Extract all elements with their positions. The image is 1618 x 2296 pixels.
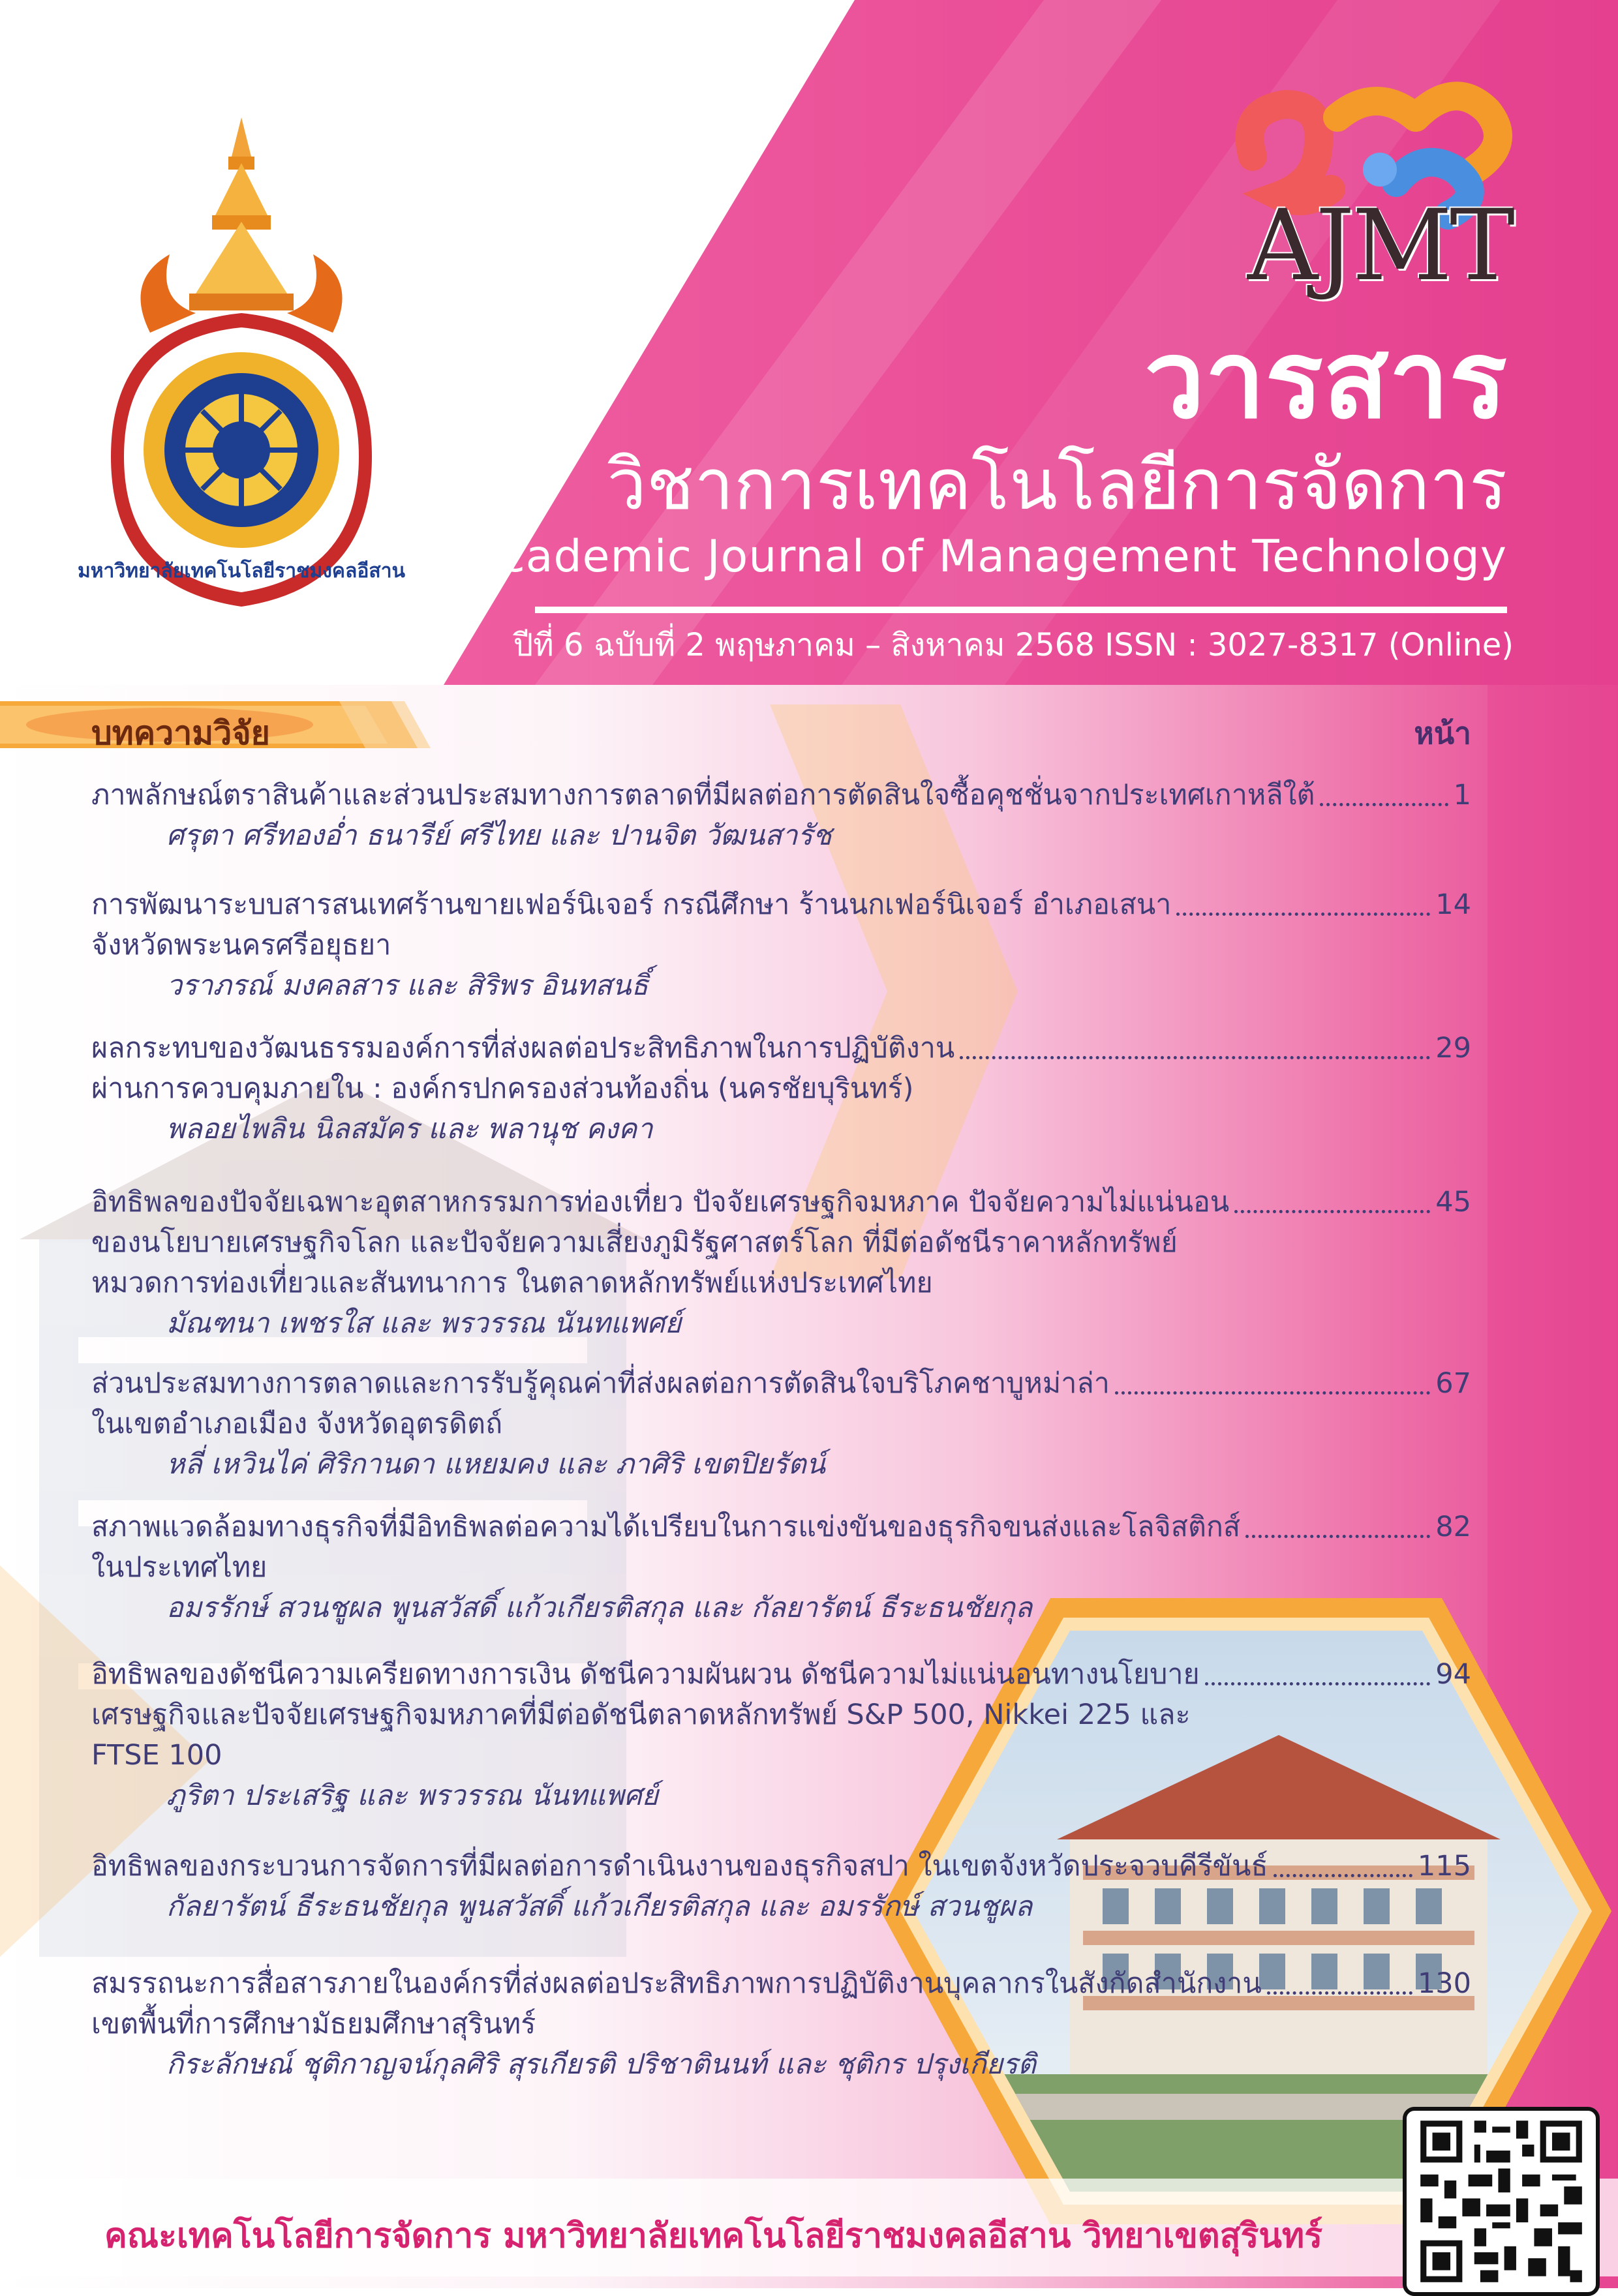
journal-title-thai-main: วารสาร: [1144, 317, 1507, 442]
toc-title-line: อิทธิพลของปัจจัยเฉพาะอุตสาหกรรมการท่องเที่ยว ปัจจัยเศรษฐกิจมหภาค ปัจจัยความไม่แน่นอน: [91, 1186, 1230, 1218]
toc-title-line: อิทธิพลของดัชนีความเครียดทางการเงิน ดัชนีความผันผวน ดัชนีความไม่แน่นอนทางนโยบาย: [91, 1658, 1200, 1691]
toc-authors: มัณฑนา เพชรใส และ พรวรรณ นันทแพศย์: [166, 1307, 682, 1340]
toc-title-line: สมรรถนะการสื่อสารภายในองค์กรที่ส่งผลต่อประสิทธิภาพการปฏิบัติงานบุคลากรในสังกัดสำนักงาน: [91, 1967, 1262, 2000]
toc-leader-dots: [960, 1056, 1430, 1059]
toc-entry[interactable]: [91, 1507, 1471, 1628]
toc-title-line: ของนโยบายเศรษฐกิจโลก และปัจจัยความเสี่ยงภูมิรัฐศาสตร์โลก ที่มีต่อดัชนีราคาหลักทรัพย์: [91, 1226, 1178, 1259]
toc-authors: กิระลักษณ์ ชุติกาญจน์กุลศิริ สุรเกียรติ ปริชาตินนท์ และ ชุติกร ปรุงเกียรติ: [166, 2048, 1036, 2081]
qr-code-icon: [1411, 2115, 1592, 2288]
toc-entry[interactable]: [91, 1182, 1471, 1344]
toc-entry[interactable]: [91, 1963, 1471, 2085]
toc-leader-dots: [1176, 913, 1430, 916]
toc-leader-dots: [1205, 1682, 1431, 1685]
toc-title-line: เศรษฐกิจและปัจจัยเศรษฐกิจมหภาคที่มีต่อดัชนีตลาดหลักทรัพย์ S&P 500, Nikkei 225 และ: [91, 1699, 1191, 1731]
toc-authors: ภูริตา ประเสริฐ และ พรวรรณ นันทแพศย์: [166, 1779, 658, 1812]
toc-title-line: ผ่านการควบคุมภายใน : องค์กรปกครองส่วนท้องถิ่น (นครชัยบุรินทร์): [91, 1072, 914, 1105]
toc-authors: อมรรักษ์ สวนชูผล พูนสวัสดิ์ แก้วเกียรติสกุล และ กัลยารัตน์ ธีระธนชัยกุล: [166, 1592, 1033, 1624]
toc-leader-dots: [1267, 1991, 1412, 1995]
toc-title-line: ในประเทศไทย: [91, 1551, 267, 1584]
university-seal-text: มหาวิทยาลัยเทคโนโลยีราชมงคลอีสาน: [77, 560, 406, 582]
toc-page-number: 1: [1453, 779, 1471, 811]
journal-title-thai-sub: วิชาการเทคโนโลยีการจัดการ: [607, 444, 1507, 526]
toc-title-line: ในเขตอำเภอเมือง จังหวัดอุตรดิตถ์: [91, 1408, 503, 1440]
toc-entry[interactable]: [91, 1846, 1471, 1927]
toc-entry[interactable]: [91, 775, 1471, 856]
toc-entry[interactable]: [91, 1363, 1471, 1485]
journal-title-english: Academic Journal of Management Technology: [470, 531, 1507, 582]
section-label: บทความวิจัย: [91, 714, 270, 752]
title-divider: [535, 607, 1507, 613]
toc-leader-dots: [1234, 1210, 1430, 1213]
toc-leader-dots: [1274, 1874, 1412, 1877]
journal-abbreviation: AJMT: [1247, 189, 1513, 303]
toc-page-number: 29: [1435, 1032, 1471, 1065]
toc-page-number: 67: [1435, 1367, 1471, 1400]
university-seal-logo: [77, 117, 406, 613]
toc-title-line: หมวดการท่องเที่ยวและสันทนาการ ในตลาดหลักทรัพย์แห่งประเทศไทย: [91, 1267, 933, 1299]
toc-entry[interactable]: [91, 884, 1471, 1006]
toc-title-line: ส่วนประสมทางการตลาดและการรับรู้คุณค่าที่ส่งผลต่อการตัดสินใจบริโภคชาบูหม่าล่า: [91, 1367, 1110, 1400]
toc-leader-dots: [1245, 1535, 1430, 1538]
toc-page-number: 82: [1435, 1511, 1471, 1543]
toc-title-line: FTSE 100: [91, 1739, 222, 1772]
toc-title-line: สภาพแวดล้อมทางธุรกิจที่มีอิทธิพลต่อความได้เปรียบในการแข่งขันของธุรกิจขนส่งและโลจิสติกส์: [91, 1511, 1241, 1543]
toc-page-number: 14: [1435, 888, 1471, 921]
qr-code[interactable]: [1403, 2107, 1600, 2296]
toc-page-number: 45: [1435, 1186, 1471, 1218]
toc-page-number: 130: [1417, 1967, 1471, 2000]
toc-authors: หลี่ เหวินไค่ ศิริกานดา แหยมคง และ ภาศิริ เขตปิยรัตน์: [166, 1448, 826, 1481]
toc-authors: กัลยารัตน์ ธีระธนชัยกุล พูนสวัสดิ์ แก้วเกียรติสกุล และ อมรรักษ์ สวนชูผล: [166, 1890, 1033, 1923]
toc-title-line: จังหวัดพระนครศรีอยุธยา: [91, 929, 391, 961]
toc-authors: วราภรณ์ มงคลสาร และ สิริพร อินทสนธิ์: [166, 969, 649, 1002]
toc-authors: พลอยไพลิน นิลสมัคร และ พลานุช คงคา: [166, 1113, 653, 1145]
page-column-header: หน้า: [1414, 716, 1471, 751]
issue-info: ปีที่ 6 ฉบับที่ 2 พฤษภาคม – สิงหาคม 2568 ISSN : 3027-8317 (Online): [513, 627, 1514, 663]
toc-title-line: ภาพลักษณ์ตราสินค้าและส่วนประสมทางการตลาดที่มีผลต่อการตัดสินใจซื้อคุชชั่นจากประเทศเกาหลีใต้: [91, 779, 1315, 811]
toc-title-line: ผลกระทบของวัฒนธรรมองค์การที่ส่งผลต่อประสิทธิภาพในการปฏิบัติงาน: [91, 1032, 955, 1065]
toc-title-line: การพัฒนาระบบสารสนเทศร้านขายเฟอร์นิเจอร์ กรณีศึกษา ร้านนกเฟอร์นิเจอร์ อำเภอเสนา: [91, 888, 1172, 921]
toc-page-number: 115: [1417, 1850, 1471, 1882]
toc-authors: ศรุตา ศรีทองอ่ำ ธนารีย์ ศรีไทย และ ปานจิต วัฒนสารัช: [166, 819, 832, 852]
toc-title-line: เขตพื้นที่การศึกษามัธยมศึกษาสุรินทร์: [91, 2008, 536, 2040]
toc-page-number: 94: [1435, 1658, 1471, 1691]
toc-leader-dots: [1115, 1391, 1430, 1395]
toc-entry[interactable]: [91, 1028, 1471, 1149]
toc-title-line: อิทธิพลของกระบวนการจัดการที่มีผลต่อการดำเนินงานของธุรกิจสปา ในเขตจังหวัดประจวบคีรีขันธ์: [91, 1850, 1268, 1882]
toc-entry[interactable]: [91, 1654, 1471, 1816]
footer-faculty-name: คณะเทคโนโลยีการจัดการ มหาวิทยาลัยเทคโนโลยีราชมงคลอีสาน วิทยาเขตสุรินทร์: [104, 2216, 1323, 2256]
toc-leader-dots: [1320, 803, 1448, 806]
